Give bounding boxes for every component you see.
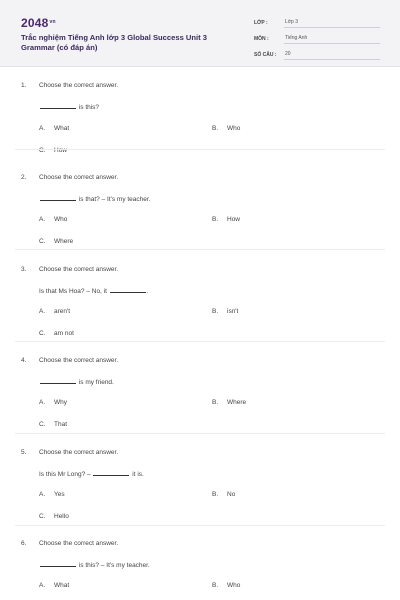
option-text: How bbox=[227, 216, 241, 223]
option-a[interactable] bbox=[39, 308, 70, 315]
question-sentence bbox=[39, 377, 114, 386]
question-prompt: Choose the correct answer. bbox=[39, 266, 119, 273]
option-text: How bbox=[54, 147, 68, 154]
option-text: Yes bbox=[54, 491, 65, 498]
question-prompt: Choose the correct answer. bbox=[39, 174, 119, 181]
meta-count-value: 20 bbox=[284, 51, 380, 60]
option-text: Who bbox=[54, 216, 68, 223]
option-a[interactable] bbox=[39, 216, 67, 223]
logo-text: 2048 bbox=[21, 16, 49, 30]
answer-blank bbox=[93, 469, 129, 476]
option-text: am not bbox=[54, 330, 74, 337]
sentence-after: is this? – It's my teacher. bbox=[78, 562, 150, 569]
option-text: Who bbox=[227, 125, 241, 132]
sentence-after: is my friend. bbox=[78, 379, 114, 386]
question-sentence bbox=[39, 469, 144, 478]
question-number: 3. bbox=[21, 266, 27, 273]
option-letter: C. bbox=[39, 330, 46, 337]
option-text: Where bbox=[227, 399, 247, 406]
option-letter: A. bbox=[39, 399, 46, 406]
meta-class-row bbox=[254, 15, 380, 28]
option-b[interactable] bbox=[212, 308, 238, 315]
option-text: What bbox=[54, 582, 70, 589]
option-letter: C. bbox=[39, 421, 46, 428]
answer-blank bbox=[110, 286, 146, 293]
question-prompt: Choose the correct answer. bbox=[39, 357, 119, 364]
option-a[interactable] bbox=[39, 491, 65, 498]
question-sentence bbox=[39, 286, 149, 295]
sentence-after: . bbox=[146, 288, 149, 295]
option-a[interactable] bbox=[39, 582, 69, 589]
question-sentence bbox=[39, 194, 151, 203]
page-header bbox=[0, 0, 400, 67]
answer-blank bbox=[40, 377, 76, 384]
question-divider bbox=[15, 433, 385, 434]
option-letter: C. bbox=[39, 238, 46, 245]
question-number: 2. bbox=[21, 174, 27, 181]
option-letter: A. bbox=[39, 491, 46, 498]
sentence-before: Is this Mr Long? – bbox=[39, 471, 91, 478]
option-letter: C. bbox=[39, 147, 46, 154]
option-text: Where bbox=[54, 238, 74, 245]
question-prompt: Choose the correct answer. bbox=[39, 540, 119, 547]
option-letter: B. bbox=[212, 582, 219, 589]
sentence-after: is this? bbox=[78, 104, 100, 111]
answer-blank bbox=[40, 102, 76, 109]
option-b[interactable] bbox=[212, 125, 240, 132]
option-c[interactable] bbox=[39, 238, 73, 245]
option-c[interactable] bbox=[39, 330, 74, 337]
logo-suffix: vn bbox=[49, 19, 56, 25]
question-divider bbox=[15, 149, 385, 150]
option-letter: A. bbox=[39, 216, 46, 223]
meta-class-label: LỚP : bbox=[254, 20, 268, 26]
option-letter: B. bbox=[212, 399, 219, 406]
question-number: 5. bbox=[21, 449, 27, 456]
document-title: Trắc nghiệm Tiếng Anh lớp 3 Global Success Unit 3 Grammar (có đáp án) bbox=[21, 33, 208, 52]
option-text: What bbox=[54, 125, 70, 132]
option-b[interactable] bbox=[212, 216, 240, 223]
meta-class-value: Lớp 3 bbox=[284, 19, 380, 28]
option-text: isn't bbox=[227, 308, 239, 315]
meta-subject-value: Tiếng Anh bbox=[284, 35, 380, 44]
meta-count-label: SỐ CÂU : bbox=[254, 52, 277, 58]
document-meta bbox=[254, 15, 380, 63]
question-sentence bbox=[39, 560, 150, 569]
option-a[interactable] bbox=[39, 399, 67, 406]
answer-blank bbox=[40, 194, 76, 201]
meta-count-row bbox=[254, 47, 380, 60]
question-prompt: Choose the correct answer. bbox=[39, 82, 119, 89]
option-c[interactable] bbox=[39, 421, 67, 428]
option-letter: B. bbox=[212, 491, 219, 498]
question-prompt: Choose the correct answer. bbox=[39, 449, 119, 456]
option-b[interactable] bbox=[212, 491, 235, 498]
sentence-before: Is that Ms Hoa? – No, it bbox=[39, 288, 107, 295]
option-text: Why bbox=[54, 399, 67, 406]
question-sentence bbox=[39, 102, 99, 111]
question-divider bbox=[15, 525, 385, 526]
option-letter: B. bbox=[212, 308, 219, 315]
question-divider bbox=[15, 249, 385, 250]
site-logo[interactable] bbox=[21, 16, 56, 30]
option-text: Hello bbox=[54, 513, 69, 520]
sentence-after: is that? – It's my teacher. bbox=[78, 196, 151, 203]
option-c[interactable] bbox=[39, 513, 69, 520]
option-text: aren't bbox=[54, 308, 71, 315]
option-text: No bbox=[227, 491, 236, 498]
meta-subject-label: MÔN : bbox=[254, 36, 269, 42]
question-number: 6. bbox=[21, 540, 27, 547]
option-a[interactable] bbox=[39, 125, 69, 132]
option-letter: A. bbox=[39, 582, 46, 589]
option-b[interactable] bbox=[212, 399, 246, 406]
option-letter: C. bbox=[39, 513, 46, 520]
option-letter: B. bbox=[212, 125, 219, 132]
option-text: That bbox=[54, 421, 68, 428]
answer-blank bbox=[40, 560, 76, 567]
question-divider bbox=[15, 341, 385, 342]
option-text: Who bbox=[227, 582, 241, 589]
question-number: 4. bbox=[21, 357, 27, 364]
option-letter: A. bbox=[39, 125, 46, 132]
sentence-after: it is. bbox=[132, 471, 144, 478]
option-b[interactable] bbox=[212, 582, 240, 589]
option-letter: B. bbox=[212, 216, 219, 223]
option-letter: A. bbox=[39, 308, 46, 315]
question-number: 1. bbox=[21, 82, 27, 89]
meta-subject-row bbox=[254, 31, 380, 44]
